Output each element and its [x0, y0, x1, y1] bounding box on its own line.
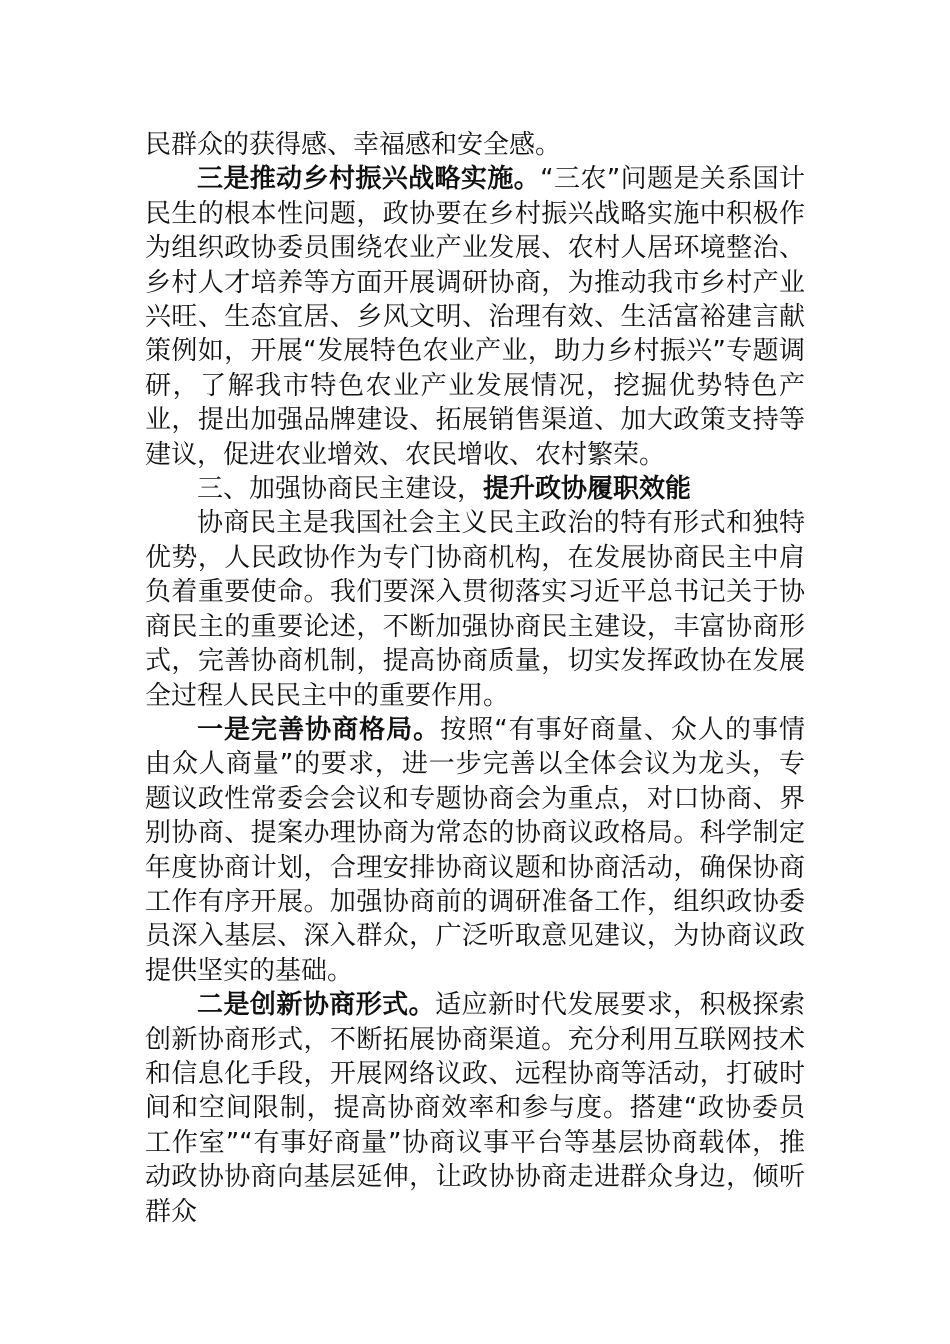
paragraph-consultative-democracy-text: 协商民主是我国社会主义民主政治的特有形式和独特优势，人民政协作为专门协商机构，在发展协商民主中肩负着重要使命。我们要深入贯彻落实习近平总书记关于协商民主的重要论述，不断加强协商民主建设，丰富协商形式，完善协商机制，提高协商质量，切实发挥政协在发展全过程人民民主中的重要作用。	[145, 508, 805, 711]
paragraph-consultation-pattern	[145, 713, 805, 988]
paragraph-continuation	[145, 128, 805, 162]
document-body	[145, 128, 805, 1229]
paragraph-continuation-text: 民群众的获得感、幸福感和安全感。	[145, 130, 562, 160]
paragraph-rural-revitalization	[145, 162, 805, 472]
section-heading-3-plain: 三、加强协商民主建设，	[197, 474, 484, 505]
paragraph-rural-revitalization-text: “三农”问题是关系国计民生的根本性问题，政协要在乡村振兴战略实施中积极作为组织政协委员围绕农业产业发展、农村人居环境整治、乡村人才培养等方面开展调研协商，为推动我市乡村产业兴旺、生态宜居、乡风文明、治理有效、生活富裕建言献策例如，开展“发展特色农业产业，助力乡村振兴”专题调研，了解我市特色农业产业发展情况，挖掘优势特色产业，提出加强品牌建设、拓展销售渠道、加大政策支持等建议，促进农业增效、农民增收、农村繁荣。	[145, 164, 805, 470]
section-heading-3	[145, 472, 805, 506]
section-heading-3-bold: 提升政协履职效能	[483, 474, 692, 505]
paragraph-consultation-forms	[145, 988, 805, 1229]
paragraph-consultation-forms-text: 适应新时代发展要求，积极探索创新协商形式，不断拓展协商渠道。充分利用互联网技术和信息化手段，开展网络议政、远程协商等活动，打破时间和空间限制，提高协商效率和参与度。搭建“政协委员工作室”“有事好商量”协商议事平台等基层协商载体，推动政协协商向基层延伸，让政协协商走进群众身边，倾听群众	[145, 990, 805, 1227]
paragraph-rural-revitalization-lead: 三是推动乡村振兴战略实施。	[197, 164, 541, 195]
paragraph-consultation-pattern-lead: 一是完善协商格局。	[197, 714, 441, 745]
paragraph-consultation-forms-lead: 二是创新协商形式。	[197, 990, 436, 1021]
paragraph-consultative-democracy	[145, 506, 805, 712]
paragraph-consultation-pattern-text: 按照“有事好商量、众人的事情由众人商量”的要求，进一步完善以全体会议为龙头，专题议政性常委会会议和专题协商会为重点，对口协商、界别协商、提案办理协商为常态的协商议政格局。科学制定年度协商计划，合理安排协商议题和协商活动，确保协商工作有序开展。加强协商前的调研准备工作，组织政协委员深入基层、深入群众，广泛听取意见建议，为协商议政提供坚实的基础。	[145, 714, 805, 986]
